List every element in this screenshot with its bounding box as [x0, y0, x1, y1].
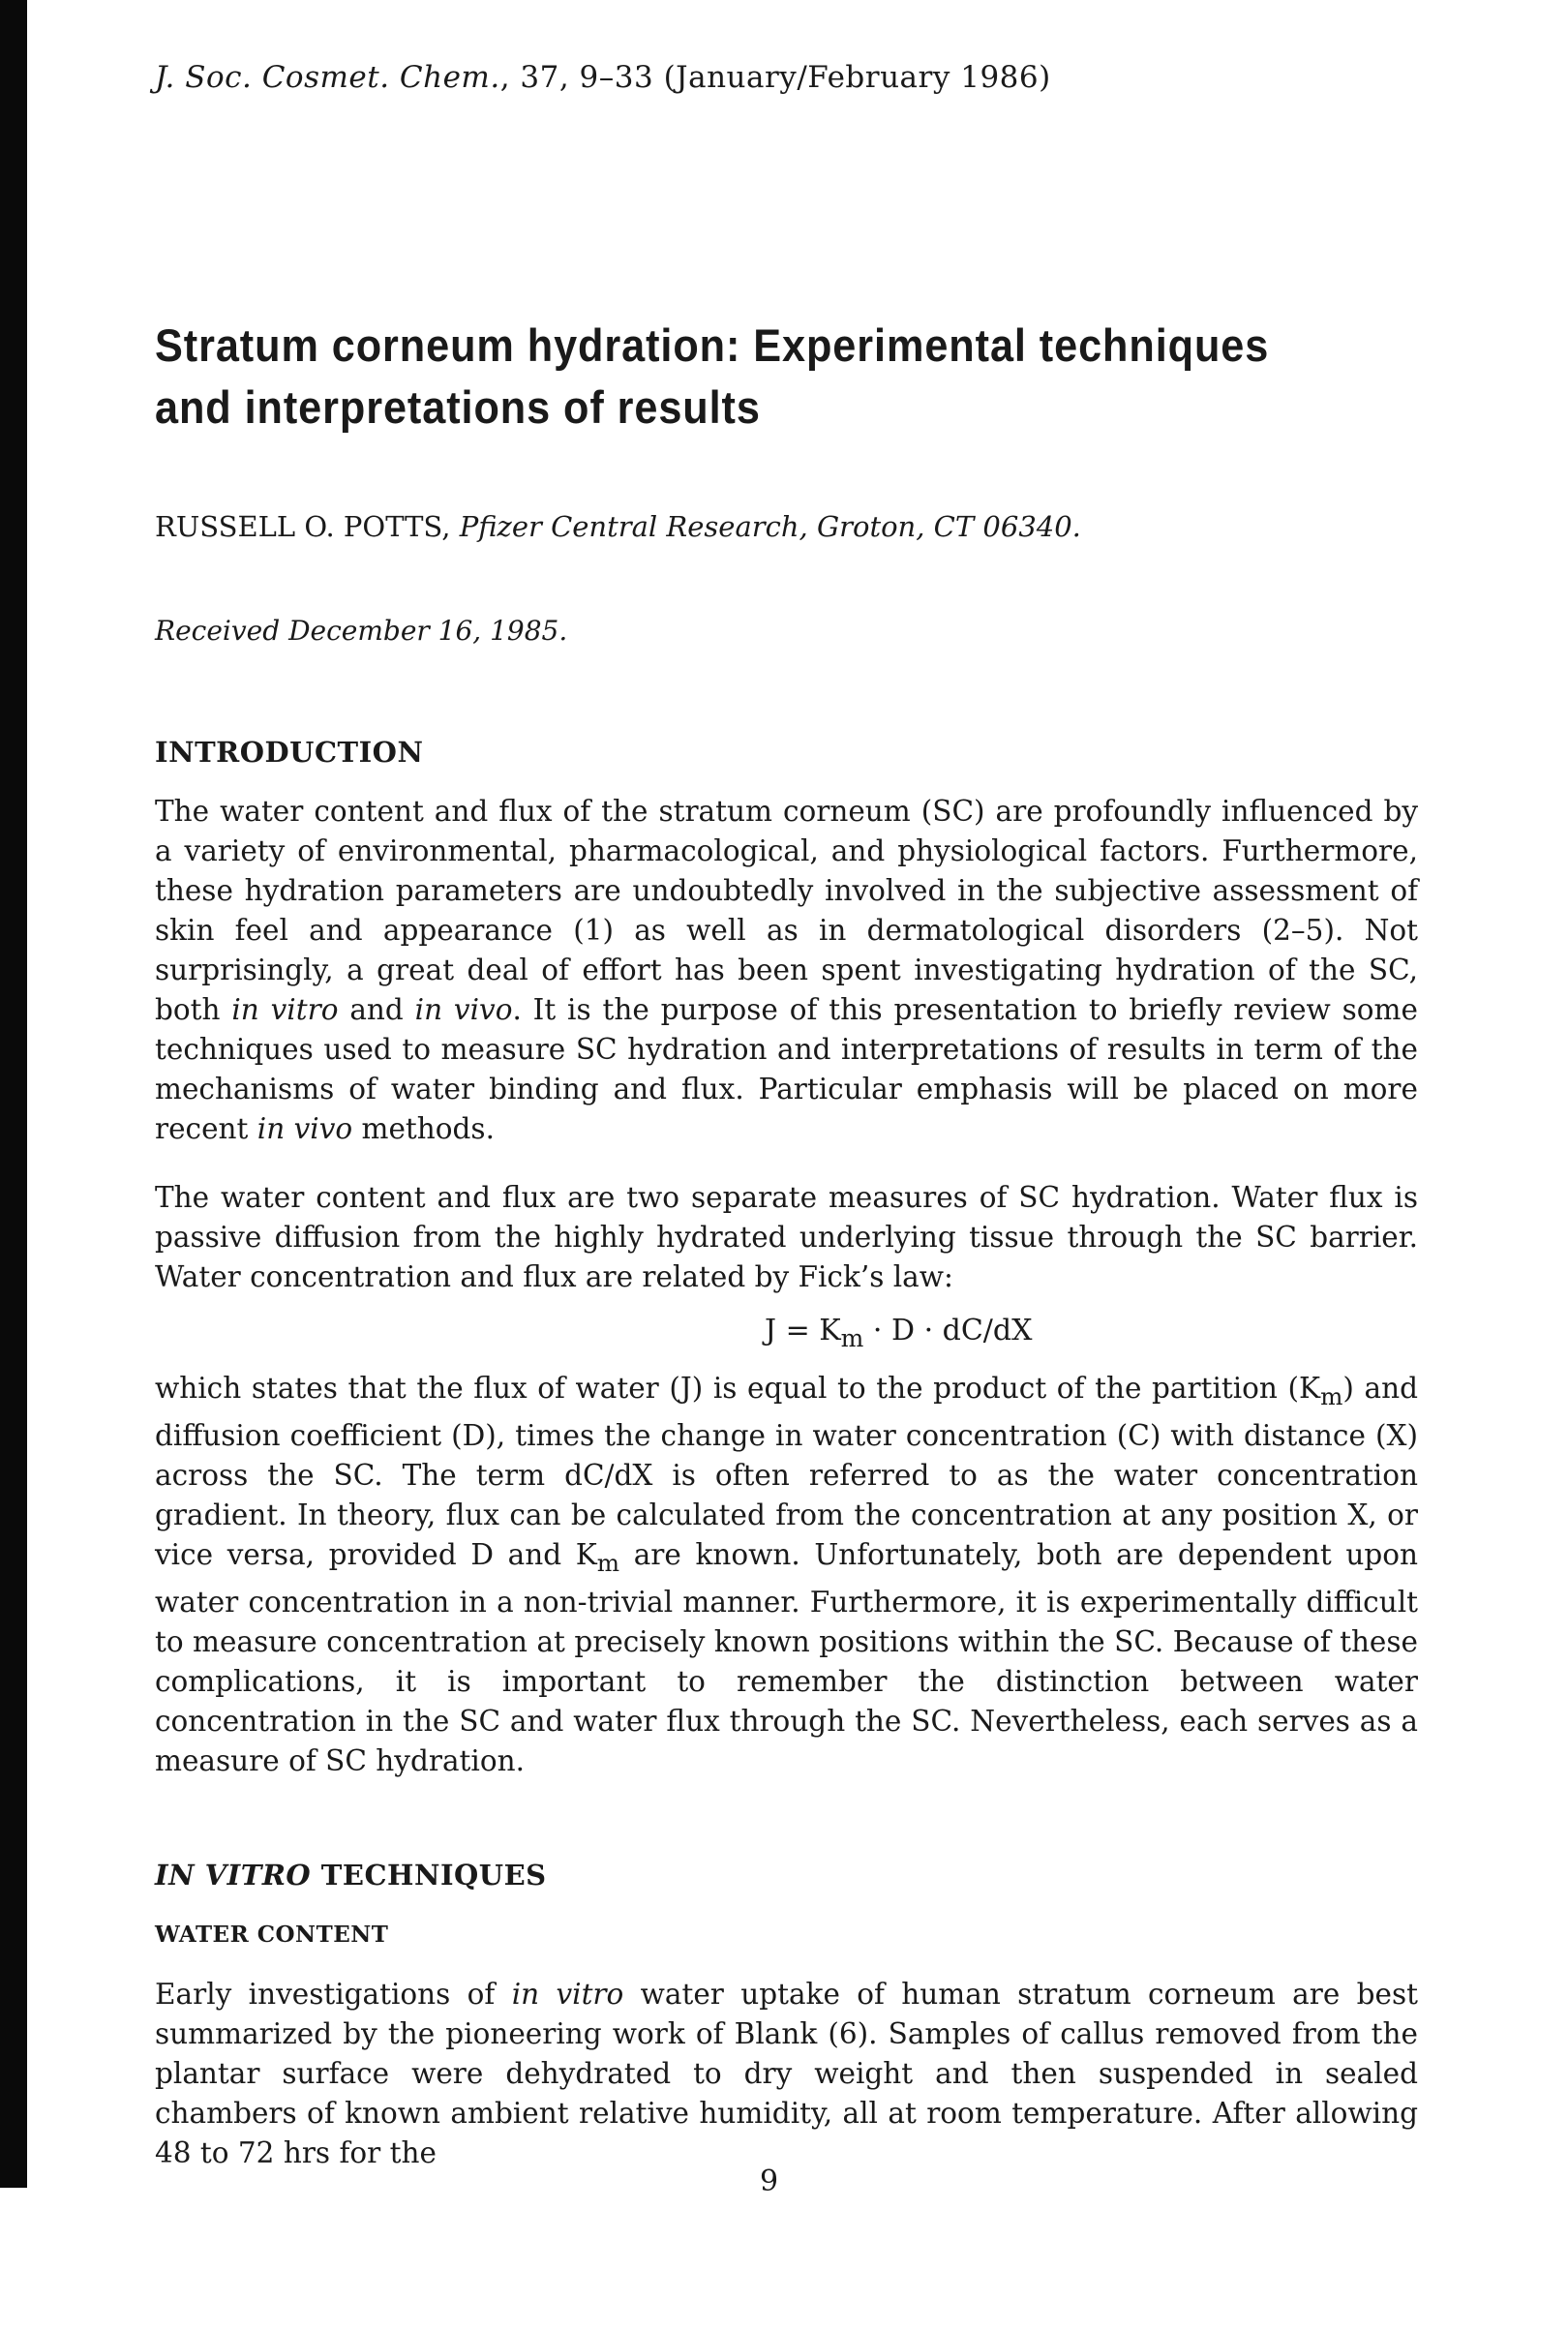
section-heading-in-vitro: IN VITRO TECHNIQUES: [155, 1859, 547, 1892]
article-title: Stratum corneum hydration: Experimental techniques and interpretations of results: [155, 319, 1270, 433]
author-affiliation: Pfizer Central Research, Groton, CT 06340.: [459, 510, 1081, 543]
journal-citation: [155, 60, 1051, 95]
intro-paragraph-1: The water content and flux of the stratum corneum (SC) are profoundly influenced by a variety of environmental, pharmacological, and physiological factors. Furthermore, these hydration parameters are undoubtedly involved in the subjective assessment of skin feel and appearance (1) as well as in dermatological disorders (2–5). Not surprisingly, a great deal of effort has been spent investigating hydration of the SC, both in vitro and in vivo. It is the purpose of this presentation to briefly review some techniques used to measure SC hydration and interpretations of results in term of the mechanisms of water binding and flux. Particular emphasis will be placed on more recent in vivo methods.: [155, 795, 1418, 1145]
journal-name: J. Soc. Cosmet. Chem.: [155, 60, 500, 95]
intro-paragraph-2: The water content and flux are two separate measures of SC hydration. Water flux is passive diffusion from the highly hydrated underlying tissue through the SC barrier. Water concentration and flux are related by Fick’s law:: [155, 1181, 1418, 1293]
section-heading-introduction: INTRODUCTION: [155, 736, 424, 769]
scan-edge-tail: [19, 1752, 25, 2159]
citation-details: , 37, 9–33 (January/February 1986): [499, 60, 1051, 95]
intro-paragraph-3: which states that the flux of water (J) is equal to the product of the partition $(K_m)$ and diffusion coefficient (D), times the change in water concentration (C) with distance (X) across the SC. The term dC/dX is often referred to as the water concentration gradient. In theory, flux can be calculated from the concentration at any position X, or vice versa, provided D and $K_m$ are known. Unfortunately, both are dependent upon water concentration in a non-trivial manner. Furthermore, it is experimentally difficult to measure concentration at precisely known positions within the SC. Because of these complications, it is important to remember the distinction between water concentration in the SC and water flux through the SC. Nevertheless, each serves as a measure of SC hydration.: [155, 1372, 1419, 1777]
received-date: Received December 16, 1985.: [155, 615, 568, 647]
author-name: RUSSELL O. POTTS,: [155, 510, 451, 543]
author-line: [155, 510, 1081, 543]
page-number: 9: [760, 2164, 779, 2198]
ficks-law-equation: $J = K_m \cdot D \cdot dC/dX$: [765, 1314, 1033, 1352]
in-vitro-paragraph-1: Early investigations of in vitro water uptake of human stratum corneum are best summarized by the pioneering work of Blank (6). Samples of callus removed from the plantar surface were dehydrated to dry weight and then suspended in sealed chambers of known ambient relative humidity, all at room temperature. After allowing 48 to 72 hrs for the: [155, 1978, 1419, 2169]
subheading-water-content: WATER CONTENT: [155, 1922, 389, 1948]
